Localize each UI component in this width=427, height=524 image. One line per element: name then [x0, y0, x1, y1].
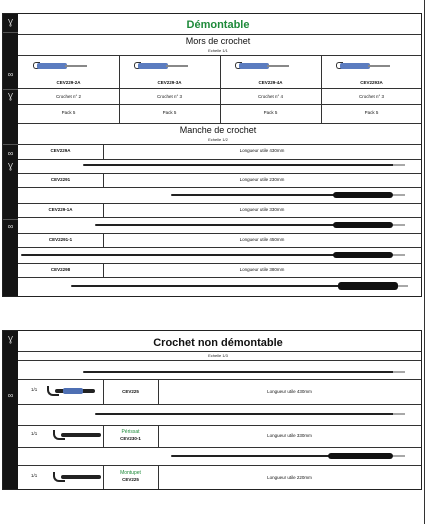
jaw-code: CEV229-2A: [56, 80, 81, 85]
handle-length: Longueur utile 230mm: [239, 177, 285, 182]
instrument-grip: [328, 453, 393, 459]
sidebar-divider: [3, 89, 18, 90]
handle-length: Longueur utile 380mm: [239, 267, 285, 272]
jaws-scale: Echelle 1/1: [208, 48, 228, 53]
handle-grip: [333, 222, 393, 228]
divider: [18, 465, 421, 466]
jaw-code: CEV2293A: [360, 80, 383, 85]
item-brand: Périssat: [121, 429, 140, 435]
divider: [18, 404, 421, 405]
hook-image: [45, 388, 105, 394]
handle-scale: Echelle 1/2: [208, 137, 228, 142]
jaw-code: CEV229-4A: [258, 80, 283, 85]
rod-tip: [398, 285, 408, 287]
handle-code: CEV2291-1: [48, 237, 73, 242]
handle-code: CEV2298: [50, 267, 71, 272]
handle-code: CEV229-1A: [48, 207, 73, 212]
item-code: CEV230-1: [120, 436, 141, 441]
item-scale: 1/1: [31, 431, 38, 436]
jaw-pack: Pack 5: [162, 110, 177, 115]
jaw-image: [37, 63, 87, 69]
scissors-icon: Ɣ: [8, 335, 13, 344]
divider: [18, 34, 421, 35]
jaw-image: [340, 63, 390, 69]
divider: [18, 233, 421, 234]
item-code: CEV225: [122, 477, 139, 482]
divider: [18, 379, 421, 380]
scissors-icon: ∞: [7, 222, 14, 231]
handle-grip: [333, 192, 393, 198]
page-edge-rule: [424, 0, 425, 524]
divider: [18, 263, 421, 264]
handle-length: Longueur utile 450mm: [239, 237, 285, 242]
instrument-sidebar: [3, 14, 18, 296]
divider: [18, 360, 421, 361]
hook-image: [51, 432, 103, 438]
jaw-image: [138, 63, 188, 69]
rod-tip: [393, 413, 405, 415]
item-brand: Montupet: [120, 470, 141, 476]
jaws-title: Mors de crochet: [185, 36, 251, 46]
handle-length: Longueur utile 330mm: [239, 207, 285, 212]
divider: [18, 173, 421, 174]
rod-tip: [393, 164, 405, 166]
jaw-label: Crochet n° 2: [55, 94, 82, 99]
instrument-sidebar: [3, 331, 18, 489]
handle-grip: [338, 282, 398, 290]
divider: [18, 277, 421, 278]
handle-rod: [71, 285, 371, 287]
sidebar-divider: [3, 32, 18, 33]
divider: [18, 351, 421, 352]
divider: [18, 104, 421, 105]
handle-code: CEV229A: [50, 148, 71, 153]
instrument-rod: [95, 413, 403, 415]
divider: [18, 447, 421, 448]
item-code: CEV225: [122, 389, 139, 394]
rod-tip: [393, 254, 405, 256]
jaw-image: [239, 63, 289, 69]
jaw-pack: Pack 5: [364, 110, 379, 115]
instrument-rod: [83, 371, 403, 373]
rod-tip: [393, 371, 405, 373]
scissors-icon: ∞: [7, 391, 14, 400]
handle-title: Manche de crochet: [179, 125, 257, 135]
divider: [18, 144, 421, 145]
scissors-icon: Ɣ: [8, 18, 13, 27]
rod-tip: [393, 194, 405, 196]
handle-rod: [83, 164, 403, 166]
non-removable-section: [2, 330, 422, 490]
divider: [18, 123, 421, 124]
removable-section: [2, 13, 422, 297]
divider: [18, 247, 421, 248]
jaw-label: Crochet n° 3: [358, 94, 385, 99]
jaw-code: CEV229-3A: [157, 80, 182, 85]
rod-tip: [393, 224, 405, 226]
section-title: Crochet non démontable: [153, 337, 283, 349]
handle-length: Longueur utile 430mm: [239, 148, 285, 153]
item-length: Longueur utile 220mm: [267, 475, 312, 480]
item-length: Longueur utile 430mm: [267, 389, 312, 394]
divider: [18, 425, 421, 426]
divider: [18, 159, 421, 160]
divider: [18, 187, 421, 188]
jaw-pack: Pack 5: [263, 110, 278, 115]
scissors-icon: Ɣ: [8, 162, 13, 171]
rod-tip: [393, 455, 405, 457]
divider: [18, 88, 421, 89]
item-scale: 1/1: [31, 473, 38, 478]
section-title: Démontable: [186, 19, 250, 31]
handle-code: CEV2291: [50, 177, 71, 182]
scissors-icon: ∞: [7, 70, 14, 79]
item-length: Longueur utile 330mm: [267, 433, 312, 438]
handle-grip: [333, 252, 393, 258]
scissors-icon: Ɣ: [8, 92, 13, 101]
sidebar-divider: [3, 219, 18, 220]
handle-rod: [21, 254, 371, 256]
divider: [18, 203, 421, 204]
section-scale: Echelle 1/3: [208, 353, 228, 358]
jaw-label: Crochet n° 4: [257, 94, 284, 99]
hook-image: [51, 474, 103, 480]
sidebar-divider: [3, 144, 18, 145]
jaw-pack: Pack 5: [61, 110, 76, 115]
jaw-label: Crochet n° 3: [156, 94, 183, 99]
item-scale: 1/1: [31, 387, 38, 392]
divider: [18, 217, 421, 218]
scissors-icon: ∞: [7, 149, 14, 158]
